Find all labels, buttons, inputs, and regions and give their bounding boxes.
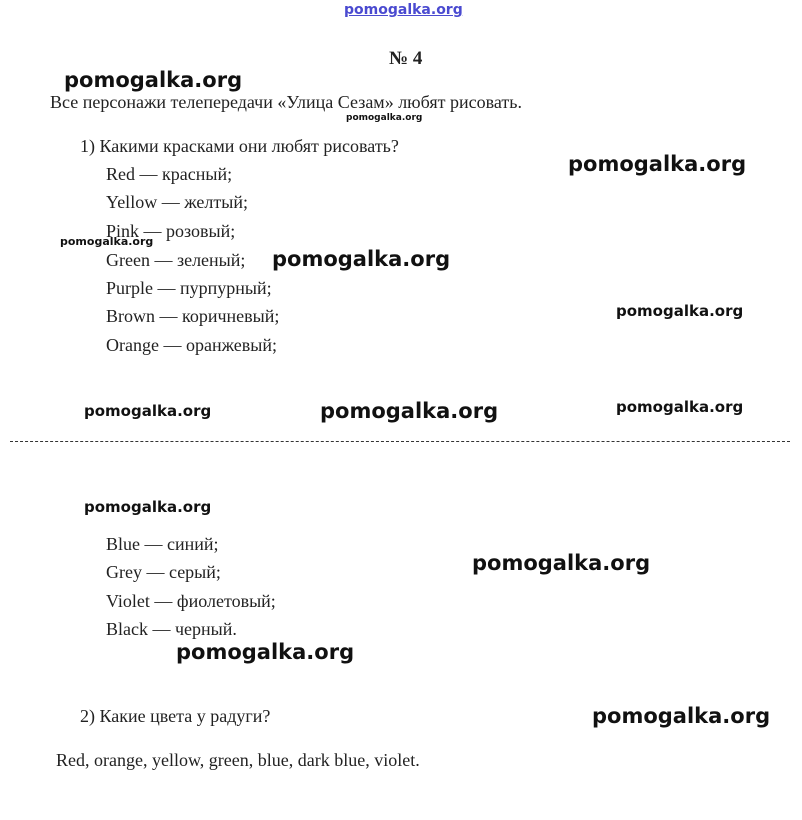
watermark: pomogalka.org bbox=[272, 247, 451, 271]
watermark: pomogalka.org bbox=[60, 235, 154, 248]
color-item: Brown — коричневый; bbox=[106, 306, 280, 326]
watermark: pomogalka.org bbox=[64, 68, 243, 92]
watermark: pomogalka.org bbox=[568, 152, 747, 176]
color-item: Black — черный. bbox=[106, 619, 237, 639]
watermark: pomogalka.org bbox=[592, 704, 771, 728]
color-item: Pink — розовый; bbox=[106, 221, 236, 241]
question-2: 2) Какие цвета у радуги? bbox=[80, 706, 271, 726]
watermark: pomogalka.org bbox=[346, 113, 423, 123]
watermark: pomogalka.org bbox=[320, 399, 499, 423]
watermark: pomogalka.org bbox=[176, 640, 355, 664]
page-break-divider bbox=[10, 441, 790, 442]
color-item: Orange — оранжевый; bbox=[106, 335, 278, 355]
watermark: pomogalka.org bbox=[472, 551, 651, 575]
watermark: pomogalka.org bbox=[616, 398, 744, 416]
color-item: Purple — пурпурный; bbox=[106, 278, 272, 298]
color-item: Blue — синий; bbox=[106, 534, 219, 554]
intro-text: Все персонажи телепередачи «Улица Сезам» любят рисовать. bbox=[50, 92, 522, 112]
answer-2: Red, orange, yellow, green, blue, dark blue, violet. bbox=[56, 750, 420, 770]
header-site-link[interactable]: pomogalka.org bbox=[344, 2, 463, 18]
color-item: Grey — серый; bbox=[106, 562, 221, 582]
question-1: 1) Какими красками они любят рисовать? bbox=[80, 136, 399, 156]
color-item: Yellow — желтый; bbox=[106, 192, 248, 212]
task-number: № 4 bbox=[389, 48, 423, 69]
watermark: pomogalka.org bbox=[616, 302, 744, 320]
watermark: pomogalka.org bbox=[84, 402, 212, 420]
color-item: Green — зеленый; bbox=[106, 250, 246, 270]
color-item: Violet — фиолетовый; bbox=[106, 591, 276, 611]
color-item: Red — красный; bbox=[106, 164, 233, 184]
watermark: pomogalka.org bbox=[84, 498, 212, 516]
